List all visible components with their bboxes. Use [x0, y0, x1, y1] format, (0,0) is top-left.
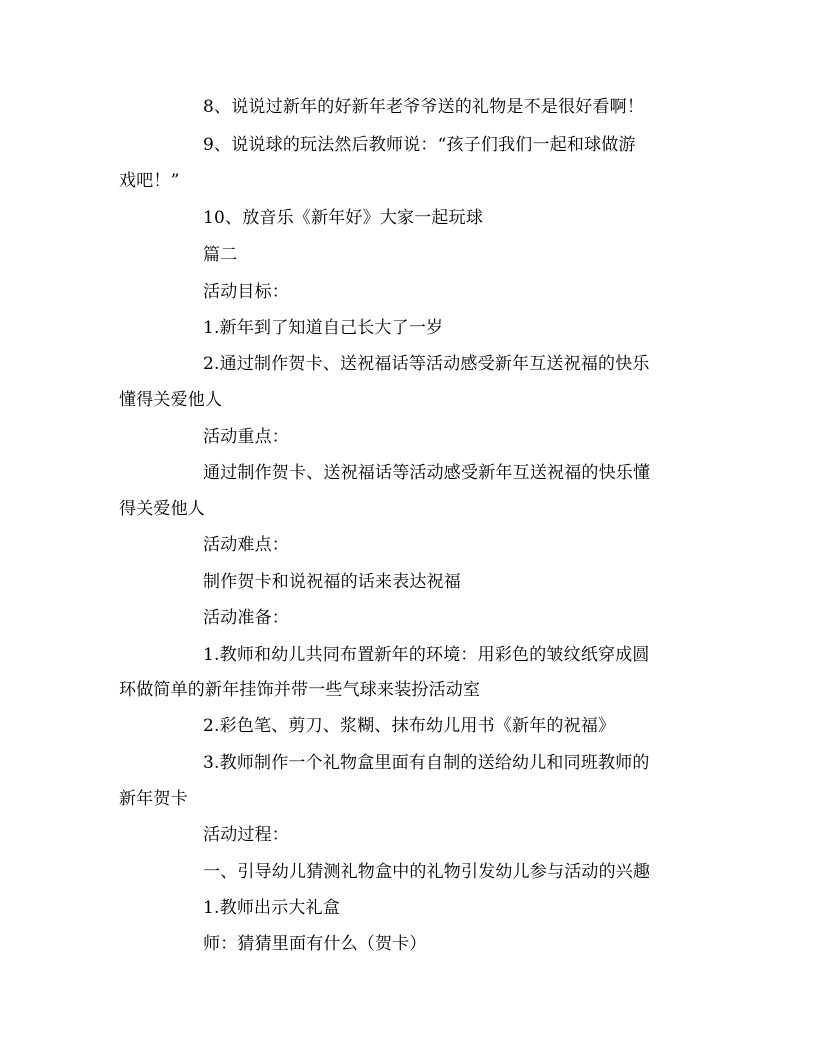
- text-line: 2.通过制作贺卡、送祝福话等活动感受新年互送祝福的快乐: [203, 354, 650, 374]
- text-line: 2.彩色笔、剪刀、浆糊、抹布幼儿用书《新年的祝福》: [203, 716, 616, 736]
- text-line: 新年贺卡: [119, 789, 188, 809]
- text-line: 通过制作贺卡、送祝福话等活动感受新年互送祝福的快乐懂: [203, 463, 651, 483]
- text-line: 活动准备：: [203, 608, 289, 628]
- text-line: 活动难点：: [203, 535, 289, 555]
- section-heading: 篇二: [203, 245, 238, 265]
- text-line: 一、引导幼儿猜测礼物盒中的礼物引发幼儿参与活动的兴趣: [203, 862, 651, 882]
- text-line: 戏吧！”: [119, 171, 180, 191]
- text-line: 制作贺卡和说祝福的话来表达祝福: [203, 572, 461, 592]
- text-line: 活动重点：: [203, 427, 289, 447]
- text-line: 9、说说球的玩法然后教师说：“孩子们我们一起和球做游: [203, 135, 636, 155]
- text-line: 10、放音乐《新年好》大家一起玩球: [203, 208, 484, 228]
- text-line: 师：猜猜里面有什么（贺卡）: [203, 934, 427, 954]
- text-line: 1.教师出示大礼盒: [203, 898, 341, 918]
- text-line: 得关爱他人: [119, 499, 205, 519]
- text-line: 1.教师和幼儿共同布置新年的环境：用彩色的皱纹纸穿成圆: [203, 645, 650, 665]
- text-line: 1.新年到了知道自己长大了一岁: [203, 318, 444, 338]
- text-line: 活动过程：: [203, 825, 289, 845]
- text-line: 8、说说过新年的好新年老爷爷送的礼物是不是很好看啊！: [203, 97, 645, 117]
- text-line: 3.教师制作一个礼物盒里面有自制的送给幼儿和同班教师的: [203, 753, 650, 773]
- text-line: 环做简单的新年挂饰并带一些气球来装扮活动室: [119, 680, 481, 700]
- text-line: 活动目标：: [203, 282, 289, 302]
- text-line: 懂得关爱他人: [119, 390, 223, 410]
